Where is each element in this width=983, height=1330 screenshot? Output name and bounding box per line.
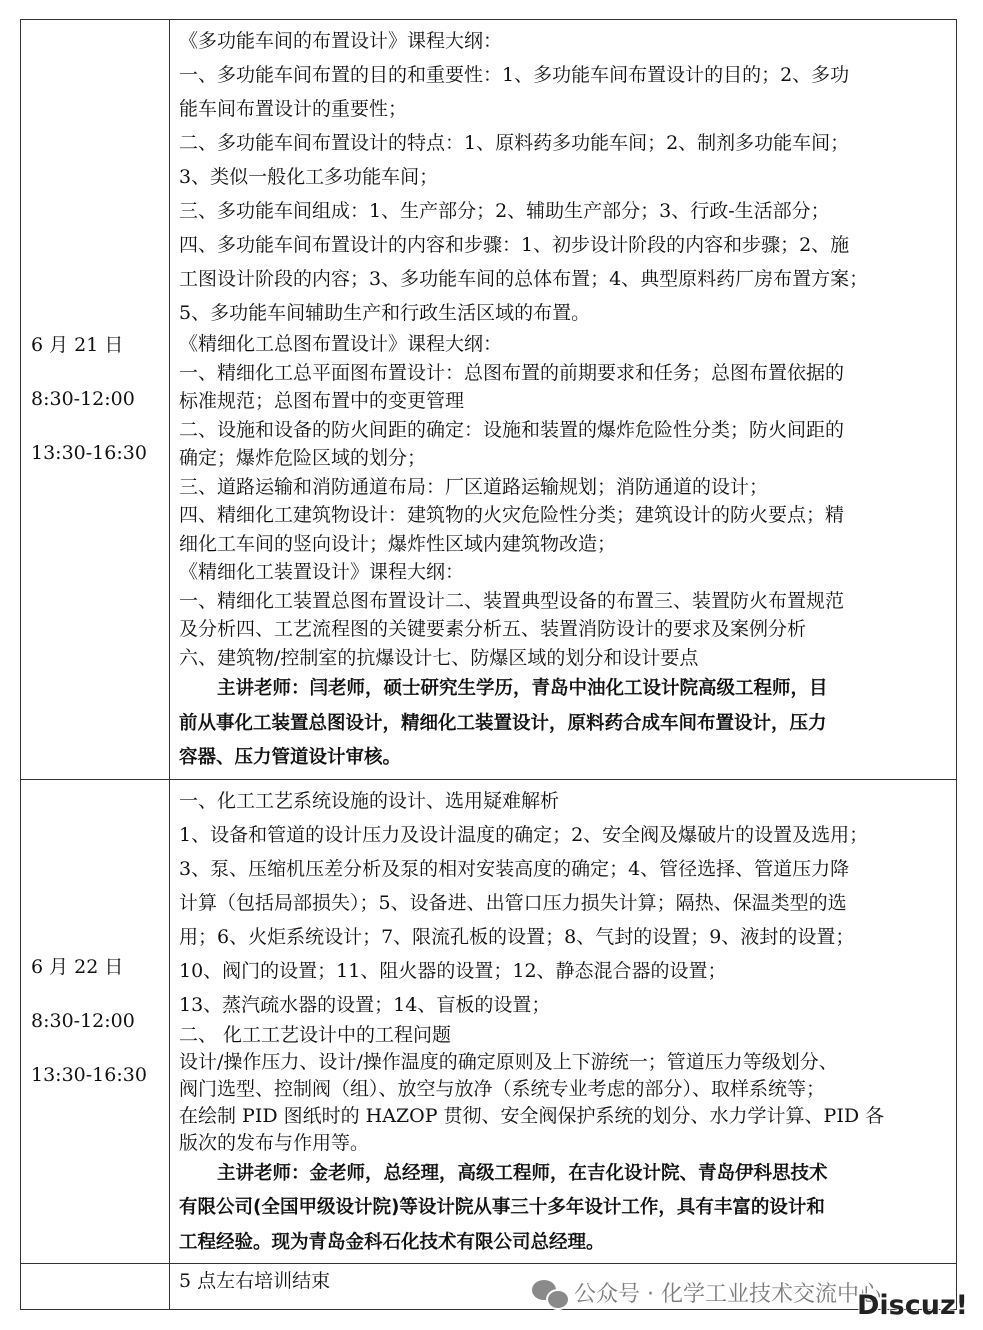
time-morning: 8:30-12:00	[31, 388, 135, 411]
text-line: 四、精细化工建筑物设计：建筑物的火灾危险性分类；建筑设计的防火要点；精	[179, 504, 845, 526]
content-cell	[170, 20, 957, 780]
text-line: 一、化工工艺系统设施的设计、选用疑难解析	[179, 789, 560, 812]
text-line: 前从事化工装置总图设计，精细化工装置设计，原料药合成车间布置设计，压力	[179, 712, 827, 734]
training-end-note: 5 点左右培训结束	[179, 1270, 331, 1292]
text-line: 标准规范；总图布置中的变更管理	[179, 390, 465, 412]
text-line: 六、建筑物/控制室的抗爆设计七、防爆区域的划分和设计要点	[179, 646, 699, 669]
outline-fine-chemical	[179, 330, 952, 672]
wechat-watermark	[532, 1277, 881, 1308]
lecturer-info	[179, 672, 952, 776]
discuz-watermark: Discuz!	[857, 1290, 968, 1321]
text-line: 3、泵、压缩机压差分析及泵的相对安装高度的确定；4、管径选择、管道压力降	[179, 857, 850, 880]
date-cell	[21, 779, 170, 1264]
text-line: 容器、压力管道设计审核。	[179, 747, 402, 768]
schedule-row-day1	[21, 20, 957, 780]
text-line: 有限公司(全国甲级设计院)等设计院从事三十多年设计工作，具有丰富的设计和	[179, 1197, 825, 1218]
schedule-row-day2	[21, 779, 957, 1264]
text-line: 阀门选型、控制阀（组）、放空与放净（系统专业考虑的部分）、取样系统等；	[179, 1077, 826, 1100]
text-line: 3、类似一般化工多功能车间；	[179, 166, 439, 188]
wechat-icon	[532, 1278, 568, 1308]
text-line: 《精细化工总图布置设计》课程大纲：	[179, 333, 503, 355]
text-line: 版次的发布与作用等。	[179, 1131, 370, 1154]
text-line: 能车间布置设计的重要性；	[179, 98, 408, 120]
text-line: 计算（包括局部损失）；5、设备进、出管口压力损失计算；隔热、保温类型的选	[179, 891, 847, 914]
text-line: 二、多功能车间布置设计的特点：1、原料药多功能车间；2、制剂多功能车间；	[179, 132, 850, 154]
text-line: 一、精细化工总平面图布置设计：总图布置的前期要求和任务；总图布置依据的	[179, 361, 845, 384]
date-label: 6 月 21 日	[31, 334, 124, 357]
text-line: 设计/操作压力、设计/操作温度的确定原则及上下游统一；管道压力等级划分、	[179, 1050, 838, 1073]
outline-process-system	[179, 784, 952, 1022]
text-line: 细化工车间的竖向设计；爆炸性区域内建筑物改造；	[179, 532, 617, 555]
time-morning: 8:30-12:00	[31, 1010, 135, 1033]
text-line: 工程经验。现为青岛金科石化技术有限公司总经理。	[179, 1231, 605, 1253]
text-line: 用；6、火炬系统设计；7、限流孔板的设置；8、气封的设置；9、液封的设置；	[179, 925, 855, 948]
lecturer-info	[179, 1157, 952, 1261]
schedule-table	[20, 19, 957, 1310]
text-line: 及分析四、工艺流程图的关键要素分析五、装置消防设计的要求及案例分析	[179, 618, 807, 640]
time-afternoon: 13:30-16:30	[31, 442, 147, 465]
date-cell-empty	[21, 1264, 170, 1310]
outline-engineering-issues	[179, 1022, 952, 1157]
text-line: 13、蒸汽疏水器的设置；14、盲板的设置；	[179, 993, 551, 1016]
text-line: 《精细化工装置设计》课程大纲：	[179, 561, 465, 583]
text-line: 一、多功能车间布置的目的和重要性：1、多功能车间布置设计的目的；2、多功	[179, 64, 850, 86]
text-line: 确定；爆炸危险区域的划分；	[179, 447, 427, 469]
text-line: 10、阀门的设置；11、阻火器的设置；12、静态混合器的设置；	[179, 959, 727, 982]
text-line: 主讲老师：闫老师，硕士研究生学历，青岛中油化工设计院高级工程师，目	[217, 678, 828, 699]
text-line: 主讲老师：金老师，总经理，高级工程师，在吉化设计院、青岛伊科思技术	[217, 1162, 828, 1184]
text-line: 三、多功能车间组成：1、生产部分；2、辅助生产部分；3、行政-生活部分；	[179, 200, 830, 222]
text-line: 三、道路运输和消防通道布局：厂区道路运输规划；消防通道的设计；	[179, 475, 769, 498]
text-line: 一、精细化工装置总图布置设计二、装置典型设备的布置三、装置防火布置规范	[179, 589, 845, 612]
text-line: 1、设备和管道的设计压力及设计温度的确定；2、安全阀及爆破片的设置及选用；	[179, 823, 869, 846]
outline-multifunction-workshop	[179, 24, 952, 330]
text-line: 二、 化工工艺设计中的工程问题	[179, 1023, 452, 1046]
text-line: 《多功能车间的布置设计》课程大纲：	[179, 30, 503, 52]
text-line: 四、多功能车间布置设计的内容和步骤：1、初步设计阶段的内容和步骤；2、施	[179, 234, 850, 256]
date-label: 6 月 22 日	[31, 956, 124, 979]
content-cell	[170, 779, 957, 1264]
text-line: 5、多功能车间辅助生产和行政生活区域的布置。	[179, 302, 591, 324]
text-line: 工图设计阶段的内容；3、多功能车间的总体布置；4、典型原料药厂房布置方案；	[179, 268, 869, 290]
date-cell	[21, 20, 170, 780]
time-afternoon: 13:30-16:30	[31, 1064, 147, 1087]
text-line: 在绘制 PID 图纸时的 HAZOP 贯彻、安全阀保护系统的划分、水力学计算、PID 各	[179, 1104, 885, 1127]
watermark-label: 公众号 · 化学工业技术交流中心	[574, 1282, 881, 1307]
text-line: 二、设施和设备的防火间距的确定：设施和装置的爆炸危险性分类；防火间距的	[179, 418, 845, 441]
